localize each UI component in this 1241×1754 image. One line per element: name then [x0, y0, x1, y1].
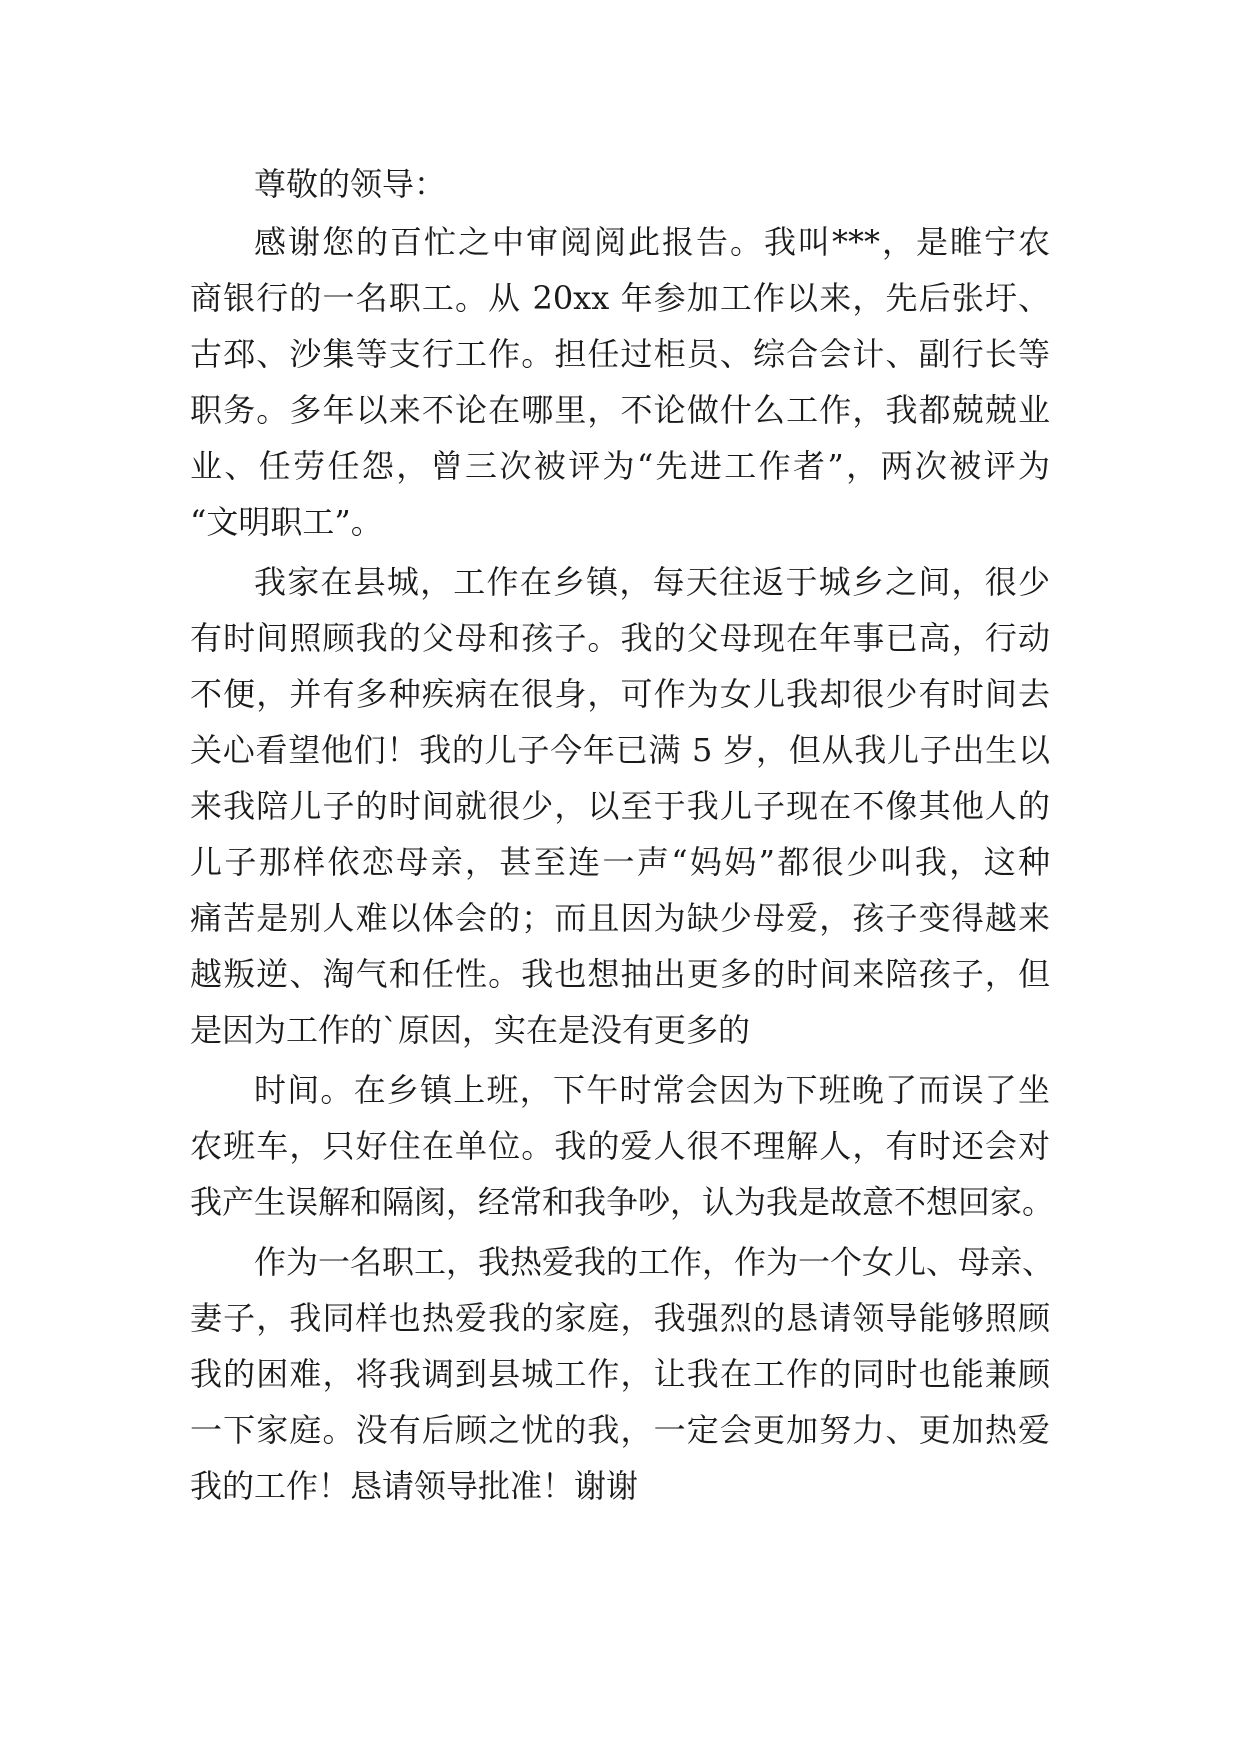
paragraph-2-line-4: 关心看望他们！我的儿子今年已满 5 岁，但从我儿子出生以 [190, 731, 1050, 769]
paragraph-1-line-4: 职务。多年以来不论在哪里，不论做什么工作，我都兢兢业 [190, 391, 1050, 429]
paragraph-3-line-1: 时间。在乡镇上班，下午时常会因为下班晚了而误了坐 [254, 1071, 1050, 1109]
paragraph-4-line-4: 一下家庭。没有后顾之忧的我，一定会更加努力、更加热爱 [190, 1411, 1050, 1449]
paragraph-1-line-5: 业、任劳任怨，曾三次被评为“先进工作者”，两次被评为 [190, 447, 1050, 485]
paragraph-3-line-3: 我产生误解和隔阂，经常和我争吵，认为我是故意不想回家。 [190, 1183, 1055, 1221]
paragraph-4-line-2: 妻子，我同样也热爱我的家庭，我强烈的恳请领导能够照顾 [190, 1299, 1050, 1337]
paragraph-2-line-1: 我家在县城，工作在乡镇，每天往返于城乡之间，很少 [254, 563, 1050, 601]
salutation: 尊敬的领导： [254, 165, 447, 203]
paragraph-4-line-1: 作为一名职工，我热爱我的工作，作为一个女儿、母亲、 [254, 1243, 1055, 1281]
paragraph-2-line-9: 是因为工作的`原因，实在是没有更多的 [190, 1011, 751, 1049]
paragraph-2-line-8: 越叛逆、淘气和任性。我也想抽出更多的时间来陪孩子，但 [190, 955, 1050, 993]
paragraph-2-line-2: 有时间照顾我的父母和孩子。我的父母现在年事已高，行动 [190, 619, 1050, 657]
paragraph-4-line-5: 我的工作！恳请领导批准！谢谢 [190, 1467, 639, 1505]
paragraph-4-line-3: 我的困难，将我调到县城工作，让我在工作的同时也能兼顾 [190, 1355, 1050, 1393]
paragraph-1-line-6: “文明职工”。 [190, 503, 383, 541]
paragraph-2-line-5: 来我陪儿子的时间就很少，以至于我儿子现在不像其他人的 [190, 787, 1050, 825]
paragraph-3-line-2: 农班车，只好住在单位。我的爱人很不理解人，有时还会对 [190, 1127, 1050, 1165]
paragraph-2-line-7: 痛苦是别人难以体会的；而且因为缺少母爱，孩子变得越来 [190, 899, 1050, 937]
paragraph-2-line-6: 儿子那样依恋母亲，甚至连一声“妈妈”都很少叫我，这种 [190, 843, 1050, 881]
paragraph-1-line-3: 古邳、沙集等支行工作。担任过柜员、综合会计、副行长等 [190, 335, 1050, 373]
paragraph-2-line-3: 不便，并有多种疾病在很身，可作为女儿我却很少有时间去 [190, 675, 1050, 713]
paragraph-1-line-2: 商银行的一名职工。从 20xx 年参加工作以来，先后张圩、 [190, 279, 1050, 317]
paragraph-1-line-1: 感谢您的百忙之中审阅阅此报告。我叫***，是睢宁农 [254, 223, 1050, 261]
